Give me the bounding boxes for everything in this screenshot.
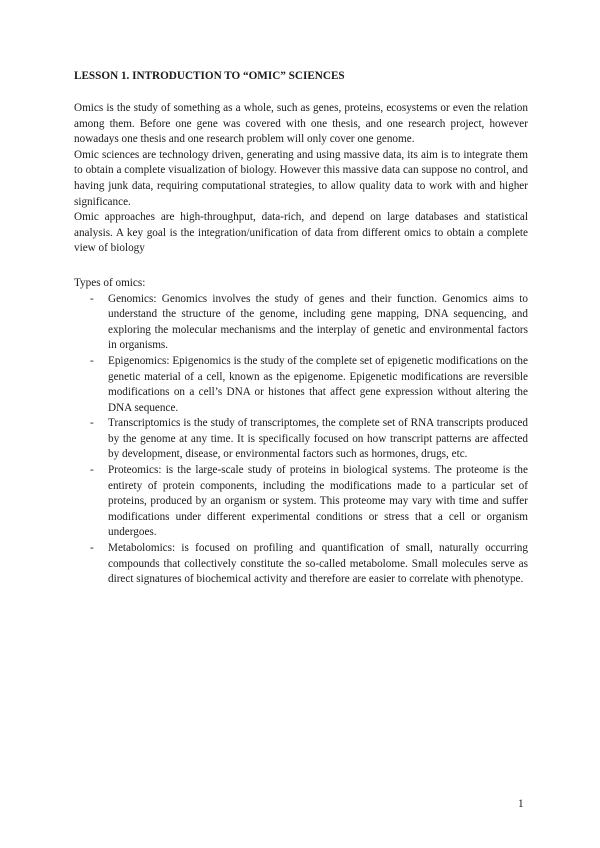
bullet-dash: - <box>90 292 94 305</box>
bullet-dash: - <box>90 417 94 430</box>
lesson-title: LESSON 1. INTRODUCTION TO “OMIC” SCIENCES <box>74 70 345 82</box>
list-item-text: Proteomics: is the large-scale study of proteins in biological systems. The proteome is the entirety of protein components, including the modifications made to a particular set of proteins, produced by an organism or system. This proteome may vary with time and suffer modifications under different experimental conditions or stress that a cell or organism undergoes. <box>108 464 528 539</box>
list-item-text: Metabolomics: is focused on profiling and quantification of small, naturally occurring compounds that collectively constitute the so-called metabolome. Small molecules serve as direct signatures of biochemical activity and therefore are easier to correlate with phenotype. <box>108 542 528 586</box>
intro-paragraph-technology-driven: Omic sciences are technology driven, generating and using massive data, its aim is to integrate them to obtain a complete visualization of biology. However this massive data can suppose no control, and having junk data, requiring computational strategies, to allow quality data to work with and higher significance. <box>74 148 528 208</box>
types-heading: Types of omics: <box>74 276 146 289</box>
document-page <box>74 68 528 588</box>
omics-types-list <box>74 292 528 588</box>
list-item-epigenomics <box>74 354 528 416</box>
list-item-text: Epigenomics: Epigenomics is the study of the complete set of epigenetic modifications on the genetic material of a cell, known as the epigenome. Epigenetic modifications are reversible modifications on a cell’s DNA or histones that affect gene expression without altering the DNA sequence. <box>108 354 528 414</box>
page-number: 1 <box>518 798 524 810</box>
list-item-text: Transcriptomics is the study of transcriptomes, the complete set of RNA transcripts produced by the genome at any time. It is specifically focused on how transcript patterns are affected by development, disease, or environmental factors such as hormones, drugs, etc. <box>108 417 528 461</box>
list-item-text: Genomics: Genomics involves the study of genes and their function. Genomics aims to understand the structure of the genome, including gene mapping, DNA sequencing, and exploring the molecular mechanisms and the interplay of genetic and environmental factors in organisms. <box>108 292 528 352</box>
bullet-dash: - <box>90 464 94 477</box>
list-item-proteomics <box>74 463 528 541</box>
list-item-metabolomics <box>74 541 528 588</box>
bullet-dash: - <box>90 354 94 367</box>
intro-paragraph-omics-definition: Omics is the study of something as a whole, such as genes, proteins, ecosystems or even the relation among them. Before one gene was covered with one thesis, and one research project, however nowadays one thesis and one research problem will only cover one genome. <box>74 102 528 146</box>
intro-paragraph-high-throughput: Omic approaches are high-throughput, data-rich, and depend on large databases and statistical analysis. A key goal is the integration/unification of data from different omics to obtain a complete view of biology <box>74 211 528 255</box>
paragraph-spacer <box>74 257 528 276</box>
bullet-dash: - <box>90 542 94 555</box>
list-item-transcriptomics <box>74 416 528 463</box>
list-item-genomics <box>74 292 528 354</box>
